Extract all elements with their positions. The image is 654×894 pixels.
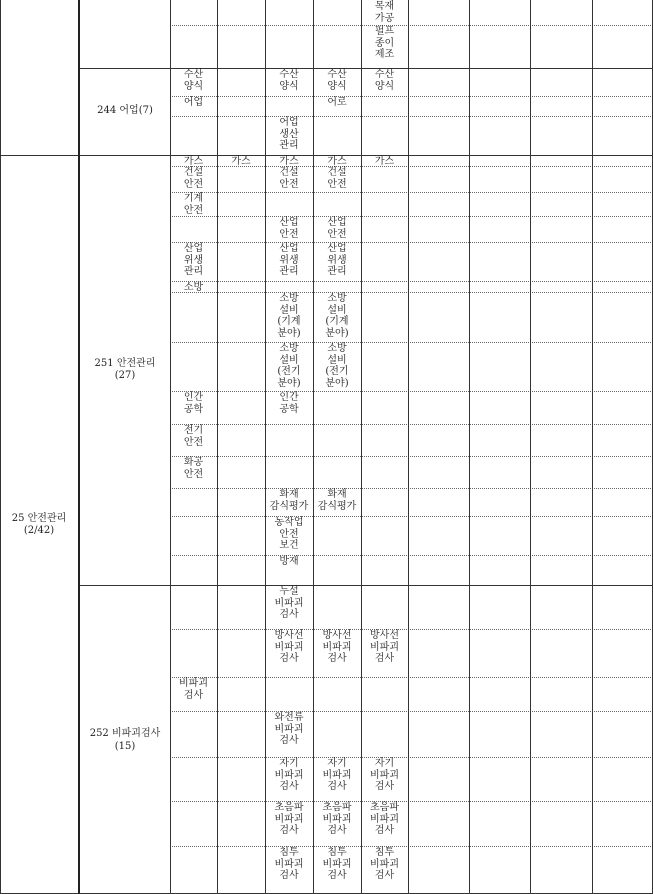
row-separator-line xyxy=(170,216,653,217)
right-border-line xyxy=(652,0,653,894)
cell-line: 가스 xyxy=(279,156,299,166)
cell-line: 분야) xyxy=(277,377,301,389)
cell-line: 비파괴 xyxy=(274,641,304,653)
table-cell xyxy=(265,155,313,166)
cell-line: 침투 xyxy=(374,847,395,858)
column-line xyxy=(592,0,593,894)
cell-line: 위생 xyxy=(183,254,204,266)
cell-line: 농작업 xyxy=(274,517,304,528)
cell-line: 종이 xyxy=(374,37,395,49)
row-separator-line xyxy=(170,192,653,193)
row-separator-line xyxy=(170,711,653,712)
cell-line: 관리 xyxy=(327,266,347,277)
table-cell xyxy=(170,281,217,292)
table-cell xyxy=(170,424,217,456)
cell-line: 검사 xyxy=(279,825,299,836)
table-cell xyxy=(313,155,361,166)
row-separator-line xyxy=(170,342,653,343)
cell-line: 전기 xyxy=(183,425,204,436)
cell-line: 관리 xyxy=(183,266,204,277)
cell-line: 위생 xyxy=(279,254,299,266)
cell-line: 수산 xyxy=(327,69,347,80)
row-separator-line xyxy=(170,424,653,425)
cell-line: 와전류 xyxy=(274,712,304,723)
row-separator-line xyxy=(170,516,653,517)
cell-line: 화재 xyxy=(327,489,347,500)
table-cell xyxy=(313,629,361,677)
cell-line: 검사 xyxy=(279,609,299,620)
cell-line: 비파괴 xyxy=(274,858,304,870)
table-cell xyxy=(361,25,408,68)
cell-line: 검사 xyxy=(279,735,299,746)
table-cell xyxy=(170,192,217,216)
group-label-safety-management xyxy=(80,155,170,585)
table-cell xyxy=(361,846,408,894)
cell-line: 목재 xyxy=(374,1,395,12)
column-line xyxy=(530,0,531,894)
table-cell xyxy=(265,216,313,242)
cell-line: 화공 xyxy=(183,457,204,468)
cell-line: 기계 xyxy=(183,193,204,204)
cell-line: 침투 xyxy=(279,847,299,858)
cell-line: 비파괴 xyxy=(370,813,399,825)
table-cell xyxy=(265,629,313,677)
cell-line: 수산 xyxy=(279,69,299,80)
cell-line: 양식 xyxy=(279,80,299,92)
cell-line: (기계 xyxy=(277,316,301,327)
cell-line: 수산 xyxy=(374,69,395,80)
cell-line: 양식 xyxy=(327,80,347,92)
row-separator-line xyxy=(170,555,653,556)
cell-line: 산업 xyxy=(279,217,299,228)
row-separator-line xyxy=(170,391,653,392)
cell-line: 검사 xyxy=(374,870,395,881)
table-cell xyxy=(265,68,313,96)
row-separator-line xyxy=(170,456,653,457)
table-cell xyxy=(265,846,313,894)
cell-line: 안전 xyxy=(183,178,204,190)
cell-line: 자기 xyxy=(327,758,347,769)
table-cell xyxy=(170,155,217,166)
cell-line: 안전 xyxy=(279,228,299,240)
table-cell xyxy=(313,488,361,516)
row-separator-line xyxy=(170,116,653,117)
group-label-fishery: 244 어업(7) xyxy=(97,105,153,116)
table-cell xyxy=(265,757,313,801)
table-cell xyxy=(313,216,361,242)
cell-line: 검사 xyxy=(279,870,299,881)
cell-line: 방사선 xyxy=(322,630,352,641)
column-line xyxy=(217,0,218,894)
cell-line: 안전 xyxy=(279,528,299,540)
cell-line: 어로 xyxy=(327,97,347,108)
table-cell xyxy=(265,342,313,391)
column-line xyxy=(469,0,470,894)
cell-line: 초음파 xyxy=(370,802,399,813)
cell-line: 관리 xyxy=(279,140,299,151)
row-separator-line xyxy=(170,757,653,758)
cell-line: 산업 xyxy=(327,217,347,228)
cell-line: 안전 xyxy=(327,178,347,190)
cell-line: 설비 xyxy=(327,304,347,316)
table-cell xyxy=(265,801,313,846)
cell-line: 감식평가 xyxy=(269,500,309,512)
table-cell xyxy=(170,456,217,488)
cell-line: 감식평가 xyxy=(317,500,357,512)
cell-line: 화재 xyxy=(279,489,299,500)
cell-line: 보건 xyxy=(279,540,299,551)
division-label-line: 25 안전관리 (2/42) xyxy=(11,512,67,536)
cell-line: 안전 xyxy=(327,228,347,240)
cell-line: 침투 xyxy=(327,847,347,858)
cell-line: 검사 xyxy=(327,653,347,664)
cell-line: 비파괴 xyxy=(179,678,208,689)
cell-line: 검사 xyxy=(279,653,299,664)
cell-line: 안전 xyxy=(183,204,204,216)
table-cell xyxy=(170,242,217,281)
table-cell xyxy=(313,342,361,391)
table-cell xyxy=(265,391,313,424)
cell-line: 비파괴 xyxy=(274,723,304,735)
cell-line: 검사 xyxy=(183,689,204,701)
table-cell xyxy=(313,242,361,281)
cell-line: 소방 xyxy=(183,282,204,292)
cell-line: 공학 xyxy=(279,403,299,415)
cell-line: 어업 xyxy=(279,117,299,128)
cell-line: 비파괴 xyxy=(370,641,399,653)
table-cell xyxy=(361,629,408,677)
cell-line: 비파괴 xyxy=(274,769,304,781)
table-cell xyxy=(265,242,313,281)
cell-line: 건설 xyxy=(279,167,299,178)
cell-line: 방사선 xyxy=(274,630,304,641)
row-separator-line xyxy=(170,25,653,26)
table-cell xyxy=(361,68,408,96)
table-cell xyxy=(313,292,361,342)
cell-line: 방사선 xyxy=(370,630,399,641)
cell-line: 가스 xyxy=(183,156,204,166)
table-cell xyxy=(313,757,361,801)
table-cell xyxy=(170,677,217,711)
row-separator-line xyxy=(170,801,653,802)
cell-line: 소방 xyxy=(327,343,347,354)
cell-line: (기계 xyxy=(325,316,349,327)
cell-line: 초음파 xyxy=(322,802,352,813)
table-cell xyxy=(265,116,313,155)
table-cell xyxy=(361,155,408,166)
row-separator-line xyxy=(170,242,653,243)
cell-line: 건설 xyxy=(327,167,347,178)
table-cell xyxy=(217,155,265,166)
table-cell xyxy=(170,391,217,424)
cell-line: 가스 xyxy=(374,156,395,166)
table-cell xyxy=(265,292,313,342)
table-cell xyxy=(361,801,408,846)
cell-line: 소방 xyxy=(279,293,299,304)
cell-line: 비파괴 xyxy=(274,597,304,609)
table-cell xyxy=(265,555,313,585)
cell-line: 위생 xyxy=(327,254,347,266)
cell-line: 검사 xyxy=(327,825,347,836)
cell-line: 자기 xyxy=(374,758,395,769)
cell-line: 방재 xyxy=(279,556,299,567)
cell-line: 비파괴 xyxy=(322,769,352,781)
cell-line: 산업 xyxy=(327,243,347,254)
cell-line: 검사 xyxy=(327,870,347,881)
cell-line: 검사 xyxy=(327,781,347,792)
cell-line: 안전 xyxy=(183,436,204,448)
table-cell xyxy=(313,68,361,96)
cell-line: 가스 xyxy=(327,156,347,166)
cell-line: 생산 xyxy=(279,128,299,140)
cell-line: 어업 xyxy=(183,97,204,108)
cell-line: 설비 xyxy=(279,304,299,316)
row-separator-line xyxy=(170,677,653,678)
cell-line: 가공 xyxy=(374,12,395,24)
cell-line: 검사 xyxy=(374,653,395,664)
row-separator-line xyxy=(170,846,653,847)
cell-line: 분야) xyxy=(325,327,349,339)
table-cell xyxy=(313,166,361,192)
row-separator-line xyxy=(170,166,653,167)
row-separator-line xyxy=(170,281,653,282)
group-label-nondestructive-test xyxy=(80,585,170,894)
table-cell xyxy=(170,96,217,116)
cell-line: 자기 xyxy=(279,758,299,769)
cell-line: 양식 xyxy=(374,80,395,92)
table-cell xyxy=(313,801,361,846)
cell-line: 설비 xyxy=(327,354,347,366)
cell-line: 산업 xyxy=(279,243,299,254)
cell-line: 비파괴 xyxy=(322,858,352,870)
cell-line: 비파괴 xyxy=(370,769,399,781)
table-cell xyxy=(170,166,217,192)
table-cell xyxy=(265,488,313,516)
division-label-safety-management xyxy=(0,155,78,894)
table-cell xyxy=(313,846,361,894)
group-label-line: 252 비파괴검사(15) xyxy=(89,727,161,752)
cell-line: 양식 xyxy=(183,80,204,92)
table-cell xyxy=(361,757,408,801)
cell-line: 인간 xyxy=(183,392,204,403)
cell-line: 비파괴 xyxy=(322,641,352,653)
table-cell xyxy=(265,516,313,555)
cell-line: 수산 xyxy=(183,69,204,80)
cell-line: 공학 xyxy=(183,403,204,415)
cell-line: 분야) xyxy=(277,327,301,339)
row-separator-line xyxy=(170,292,653,293)
cell-line: 비파괴 xyxy=(322,813,352,825)
cell-line: (전기 xyxy=(325,366,349,377)
cell-line: 관리 xyxy=(279,266,299,277)
cell-line: 설비 xyxy=(279,354,299,366)
cell-line: 소방 xyxy=(327,293,347,304)
cell-line: 가스 xyxy=(231,156,251,166)
table-cell xyxy=(361,0,408,25)
table-cell xyxy=(313,96,361,116)
cell-line: 제조 xyxy=(374,49,395,60)
row-separator-line xyxy=(170,629,653,630)
table-cell xyxy=(265,711,313,757)
cell-line: 안전 xyxy=(183,468,204,480)
cell-line: 인간 xyxy=(279,392,299,403)
cell-line: 누설 xyxy=(279,586,299,597)
cell-line: (전기 xyxy=(277,366,301,377)
cell-line: 초음파 xyxy=(274,802,304,813)
cell-line: 검사 xyxy=(374,781,395,792)
row-separator-line xyxy=(170,96,653,97)
table-cell xyxy=(265,585,313,629)
group-label-line: 251 안전관리 (27) xyxy=(94,358,156,381)
cell-line: 검사 xyxy=(374,825,395,836)
cell-line: 비파괴 xyxy=(370,858,399,870)
cell-line: 건설 xyxy=(183,167,204,178)
cell-line: 펄프 xyxy=(374,26,395,37)
row-separator-line xyxy=(170,488,653,489)
table-cell xyxy=(170,68,217,96)
cell-line: 분야) xyxy=(325,377,349,389)
cell-line: 산업 xyxy=(183,243,204,254)
cell-line: 소방 xyxy=(279,343,299,354)
cell-line: 안전 xyxy=(279,178,299,190)
column-line xyxy=(408,0,409,894)
table-cell xyxy=(265,166,313,192)
cell-line: 비파괴 xyxy=(274,813,304,825)
cell-line: 검사 xyxy=(279,781,299,792)
